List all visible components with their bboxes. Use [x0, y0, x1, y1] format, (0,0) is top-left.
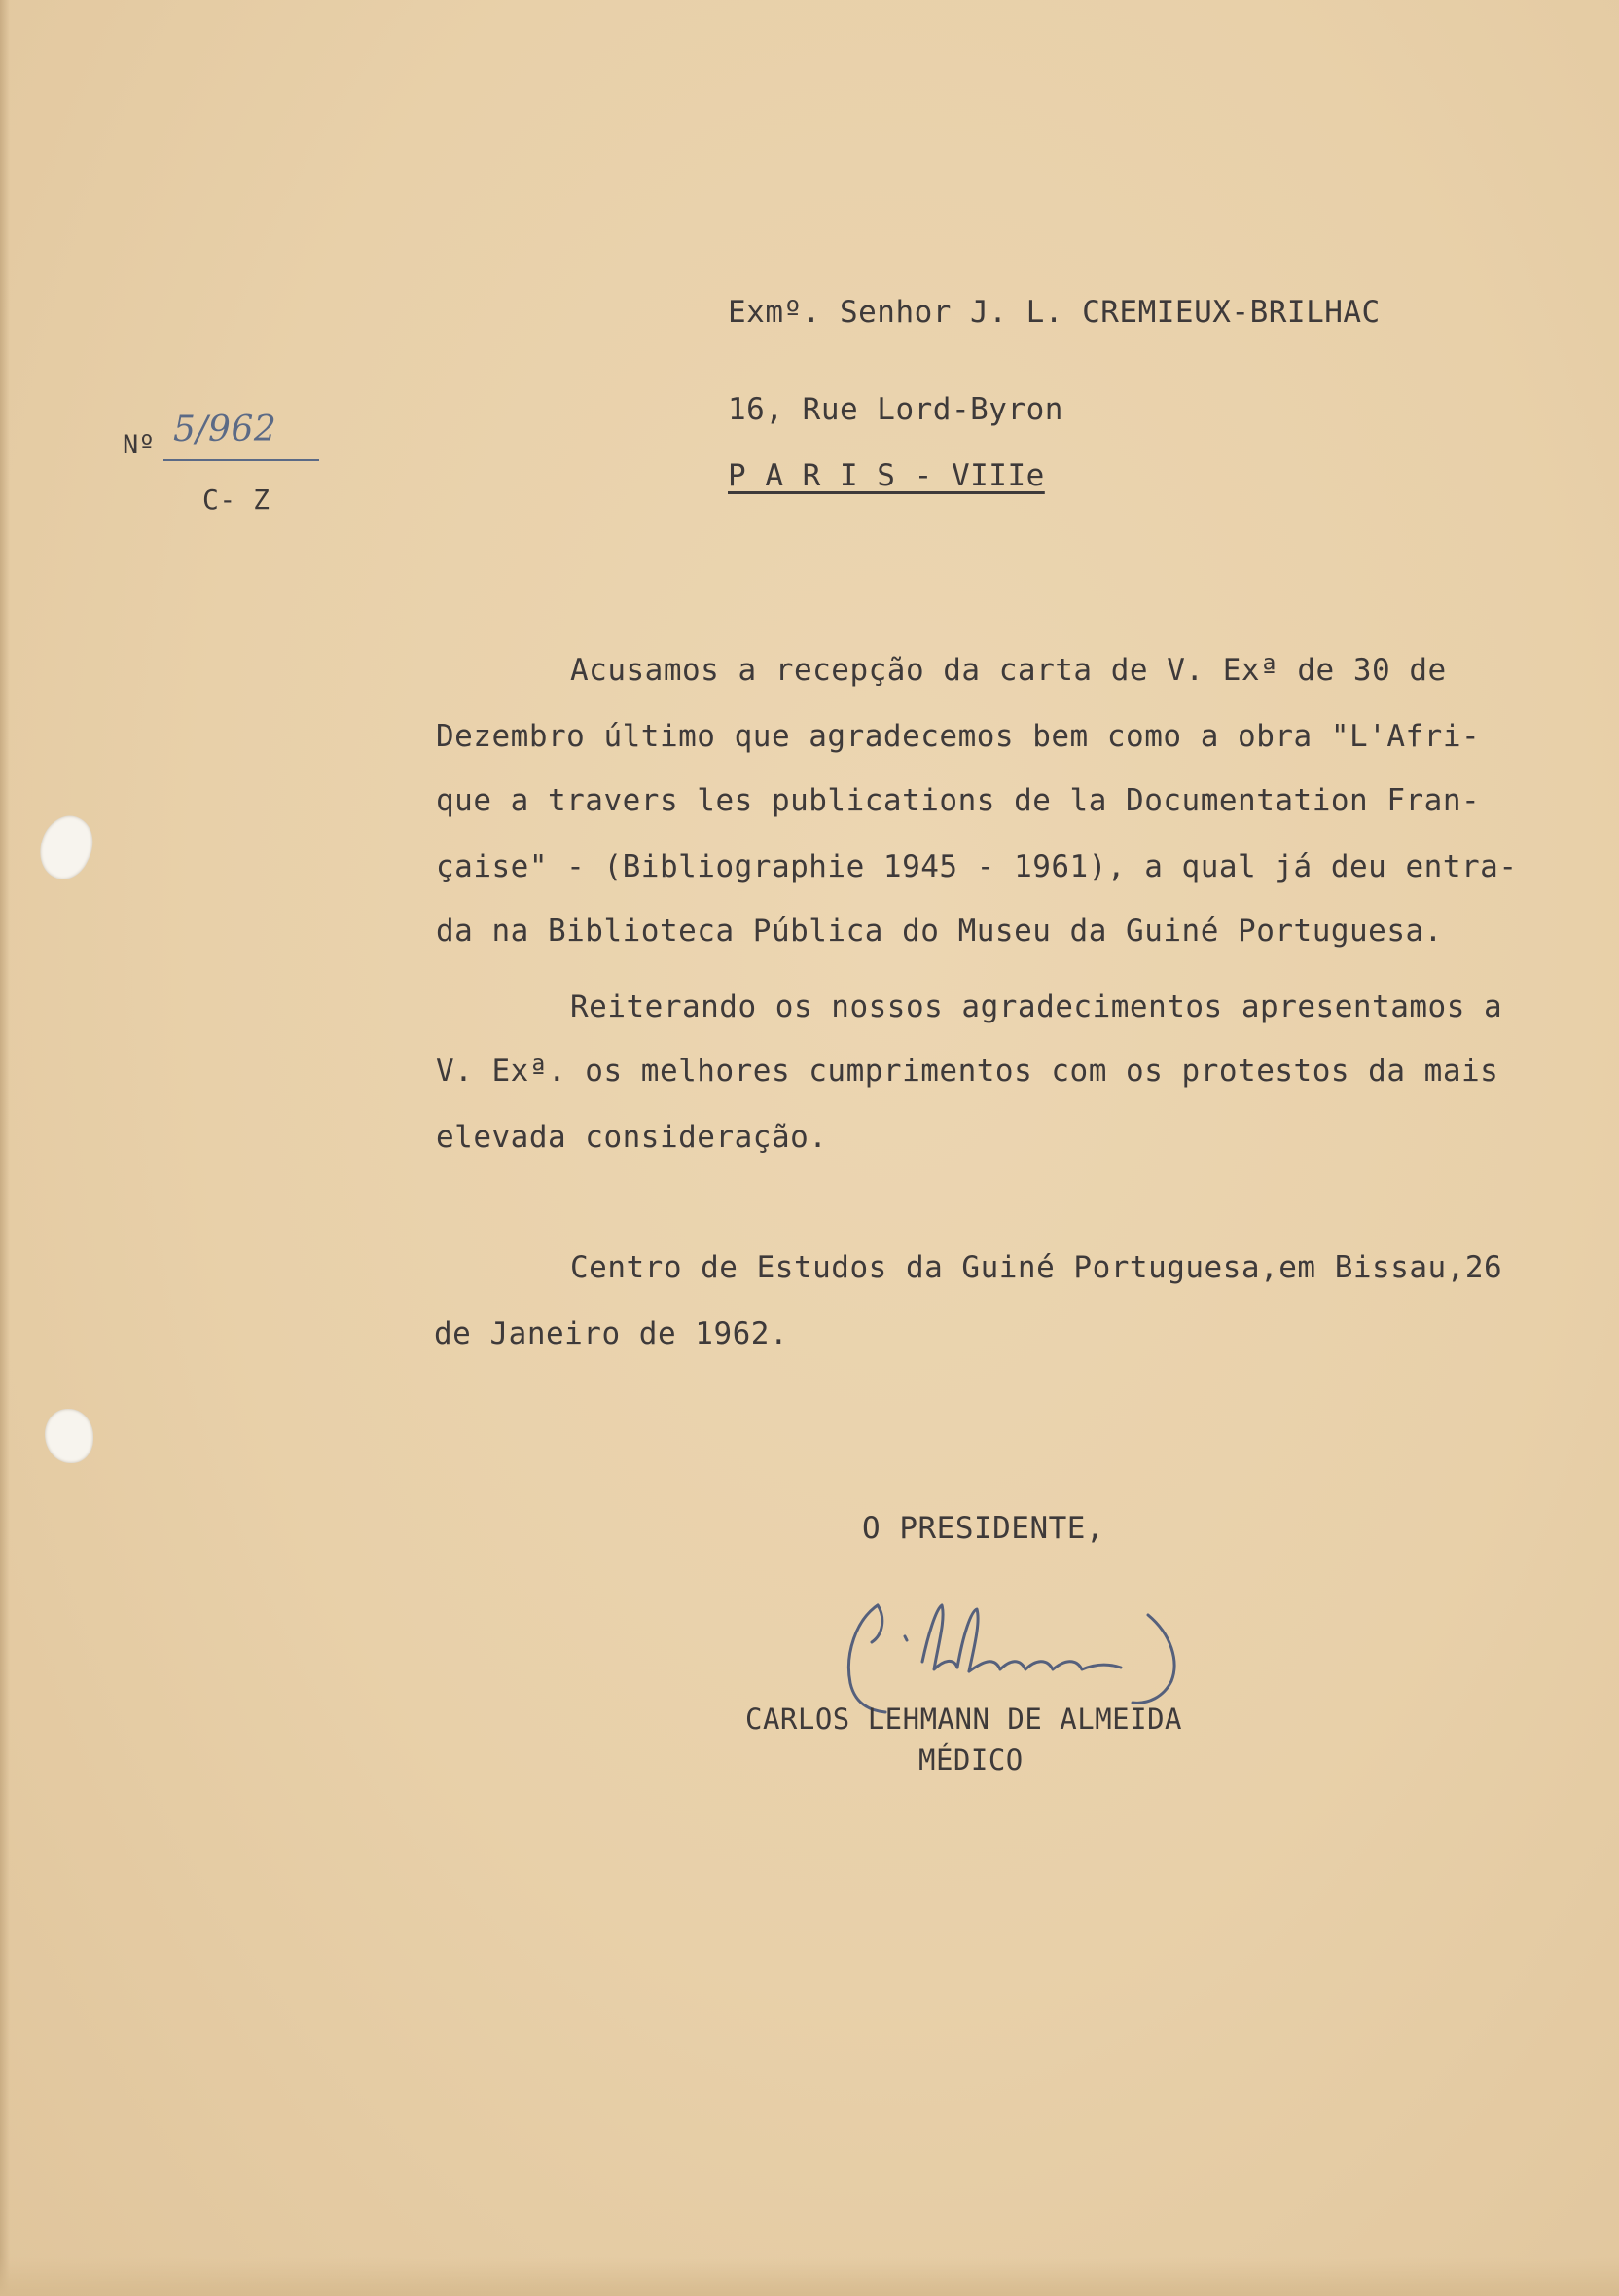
body-line: V. Exª. os melhores cumprimentos com os protestos da mais: [436, 1054, 1499, 1089]
body-line: çaise" - (Bibliographie 1945 - 1961), a qual já deu entra-: [436, 849, 1518, 884]
place-date-line: Centro de Estudos da Guiné Portuguesa,em Bissau,26: [570, 1250, 1503, 1285]
body-line: elevada consideração.: [436, 1120, 828, 1155]
recipient-city: P A R I S - VIIIe: [728, 458, 1045, 493]
recipient-salutation: Exmº. Senhor J. L. CREMIEUX-BRILHAC: [728, 295, 1381, 330]
body-line: da na Biblioteca Pública do Museu da Guiné Portuguesa.: [436, 914, 1443, 949]
signatory-profession: MÉDICO: [918, 1743, 1024, 1776]
punch-hole-bottom: [45, 1409, 93, 1463]
punch-hole-top: [29, 807, 102, 887]
body-line: Acusamos a recepção da carta de V. Exª de 30 de: [570, 653, 1447, 688]
place-date-line: de Janeiro de 1962.: [434, 1316, 789, 1351]
reference-prefix: Nº: [123, 430, 156, 460]
signatory-name: CARLOS LEHMANN DE ALMEIDA: [745, 1703, 1182, 1736]
paper-edge-left: [0, 0, 10, 2296]
signature: [827, 1576, 1313, 1722]
closing-title: O PRESIDENTE,: [862, 1511, 1105, 1546]
reference-code: C- Z: [202, 484, 270, 516]
body-line: que a travers les publications de la Documentation Fran-: [436, 783, 1481, 818]
paper-edge-bottom: [0, 2257, 1619, 2296]
body-line: Reiterando os nossos agradecimentos apresentamos a: [570, 989, 1503, 1024]
recipient-street: 16, Rue Lord-Byron: [728, 392, 1063, 427]
reference-number: 5/962: [173, 410, 277, 449]
body-line: Dezembro último que agradecemos bem como a obra "L'Afri-: [436, 719, 1481, 754]
reference-underline: [163, 459, 319, 461]
